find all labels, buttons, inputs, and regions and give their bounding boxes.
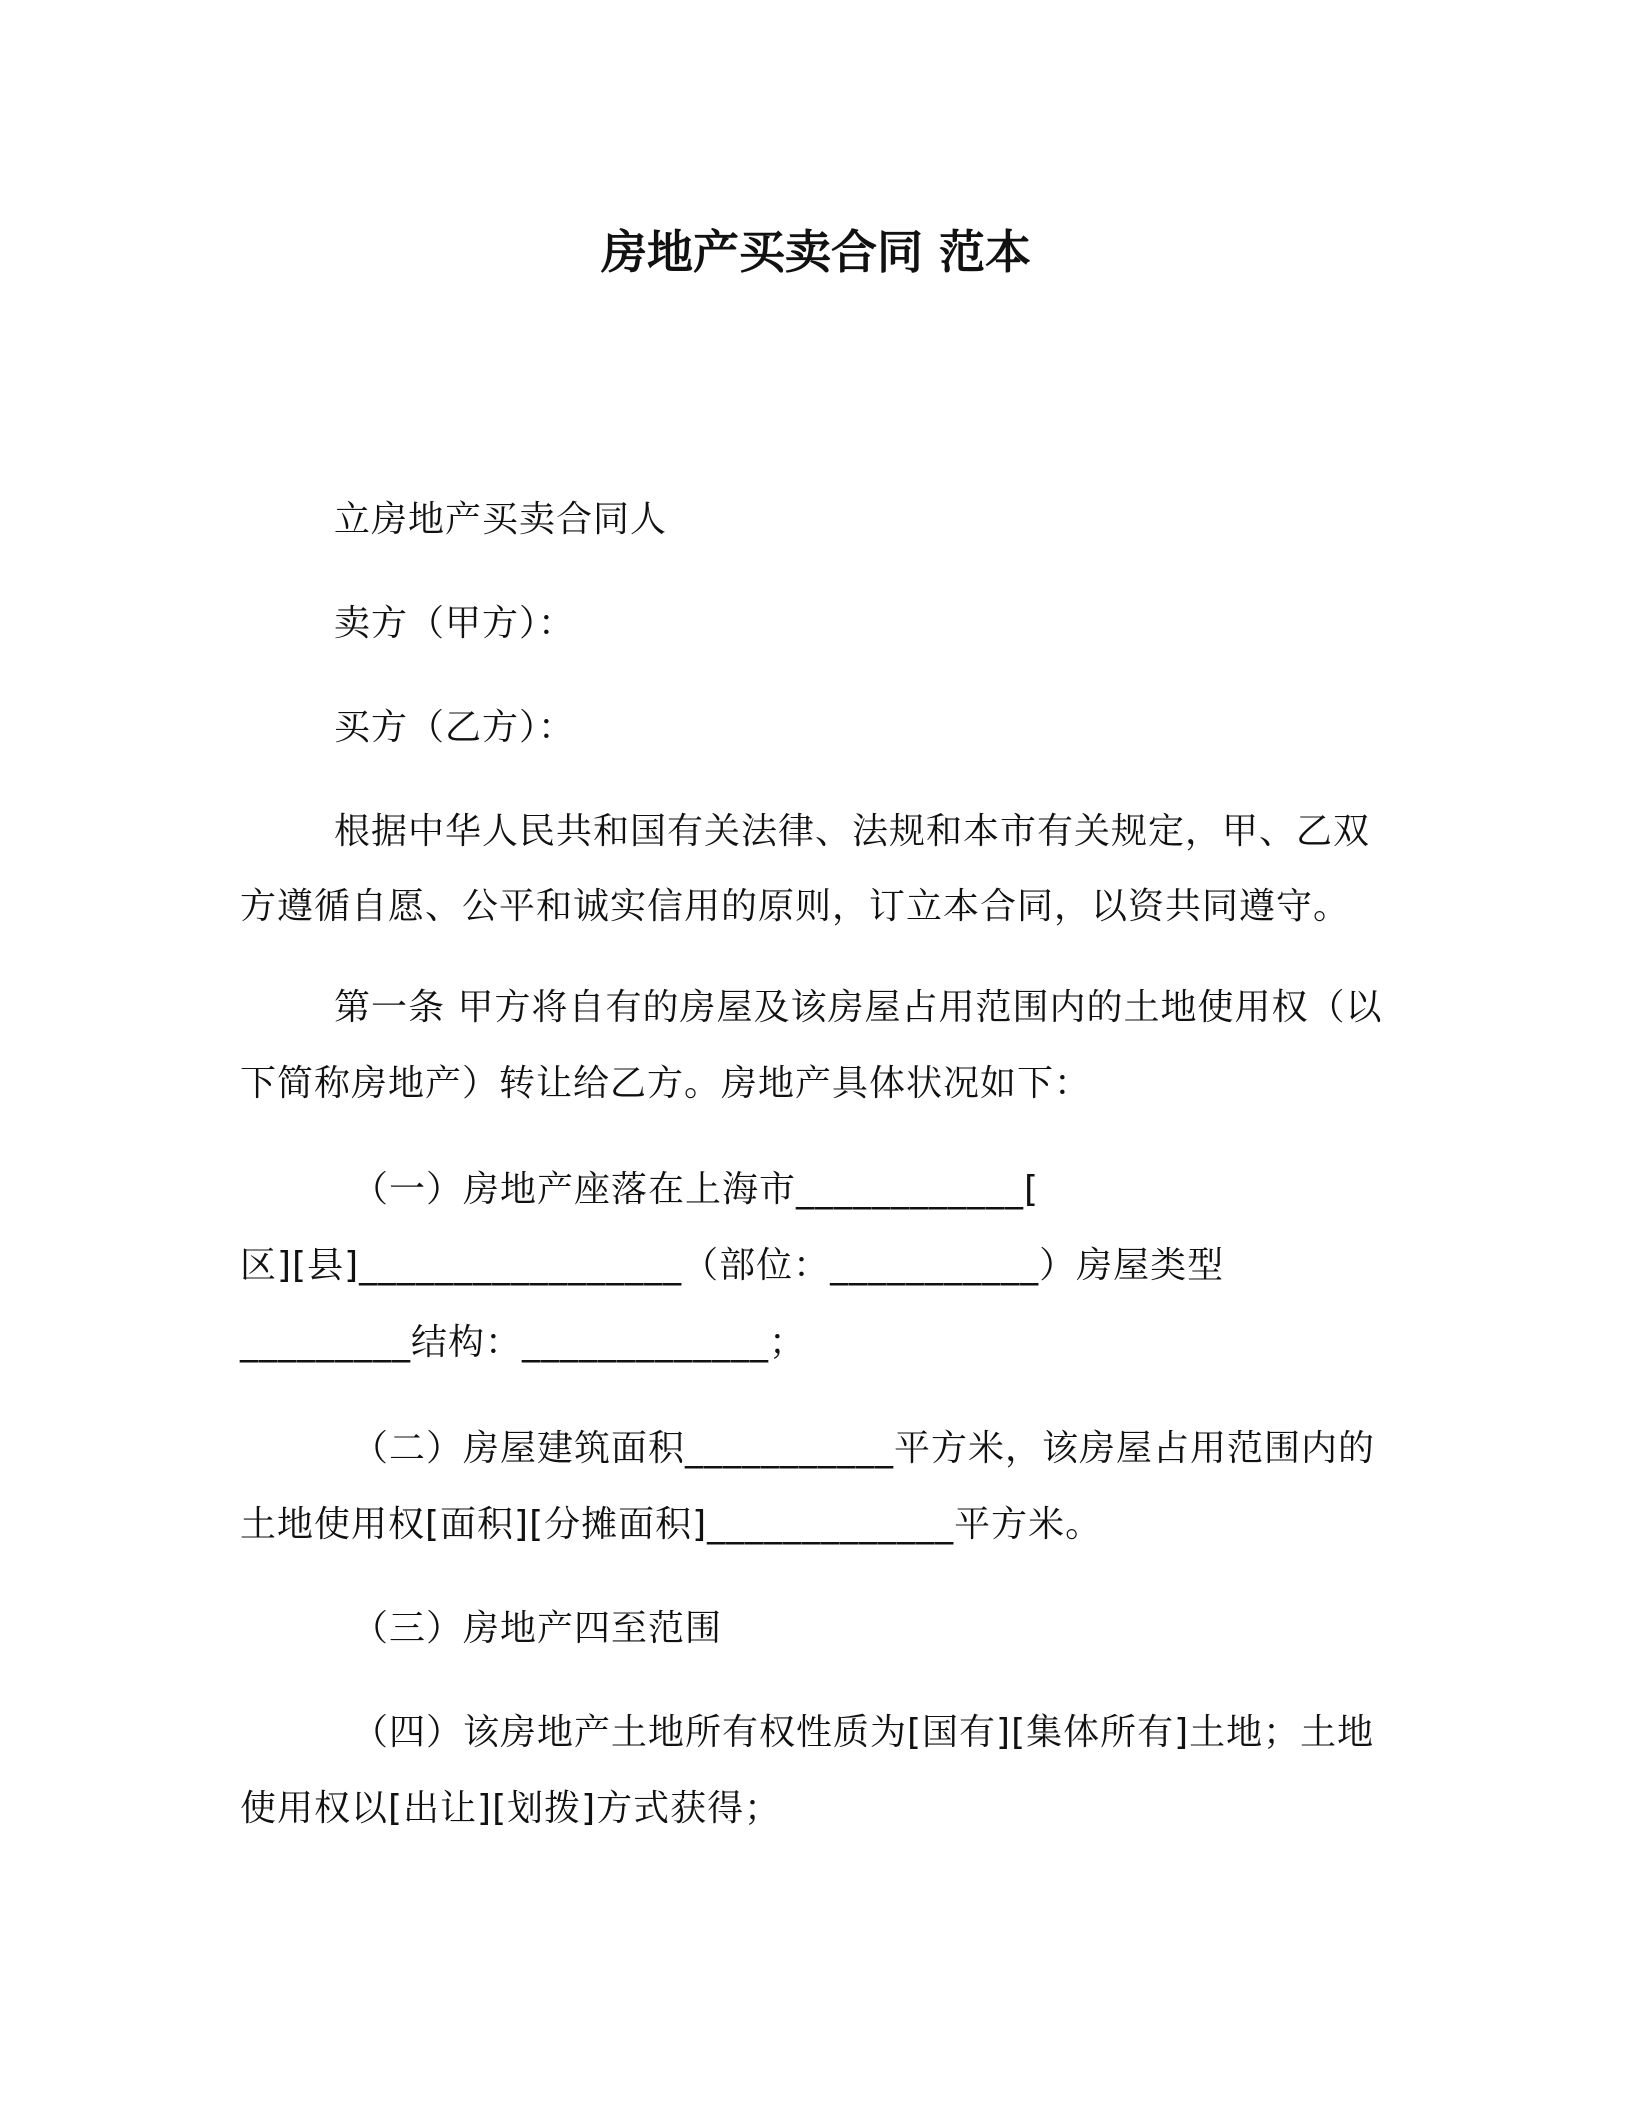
buyer-line: 买方（乙方）： bbox=[334, 707, 576, 748]
item-3-line: （三）房地产四至范围 bbox=[352, 1608, 723, 1649]
article-1-line-1: 第一条 甲方将自有的房屋及该房屋占用范围内的土地使用权（以 bbox=[334, 987, 1383, 1028]
item-2-line-1: （二）房屋建筑面积___________平方米，该房屋占用范围内的 bbox=[352, 1428, 1376, 1469]
document-title: 房地产买卖合同 范本 bbox=[600, 225, 1031, 279]
item-1-line-3: _________结构：_____________； bbox=[240, 1322, 807, 1363]
item-4-line-2: 使用权以[出让][划拨]方式获得； bbox=[240, 1788, 782, 1829]
article-1-line-2: 下简称房地产）转让给乙方。房地产具体状况如下： bbox=[240, 1063, 1092, 1104]
item-1-line-1: （一）房地产座落在上海市____________[ bbox=[352, 1169, 1040, 1210]
item-2-line-2: 土地使用权[面积][分摊面积]_____________平方米。 bbox=[240, 1504, 1103, 1545]
item-1-line-2: 区][县]_________________（部位：___________）房屋类型 bbox=[240, 1245, 1225, 1286]
item-4-line-1: （四）该房地产土地所有权性质为[国有][集体所有]土地；土地 bbox=[352, 1712, 1375, 1753]
preamble-line-2: 方遵循自愿、公平和诚实信用的原则，订立本合同，以资共同遵守。 bbox=[240, 886, 1351, 927]
contract-parties-heading: 立房地产买卖合同人 bbox=[334, 499, 668, 540]
seller-line: 卖方（甲方）： bbox=[334, 603, 576, 644]
preamble-line-1: 根据中华人民共和国有关法律、法规和本市有关规定，甲、乙双 bbox=[334, 811, 1371, 852]
